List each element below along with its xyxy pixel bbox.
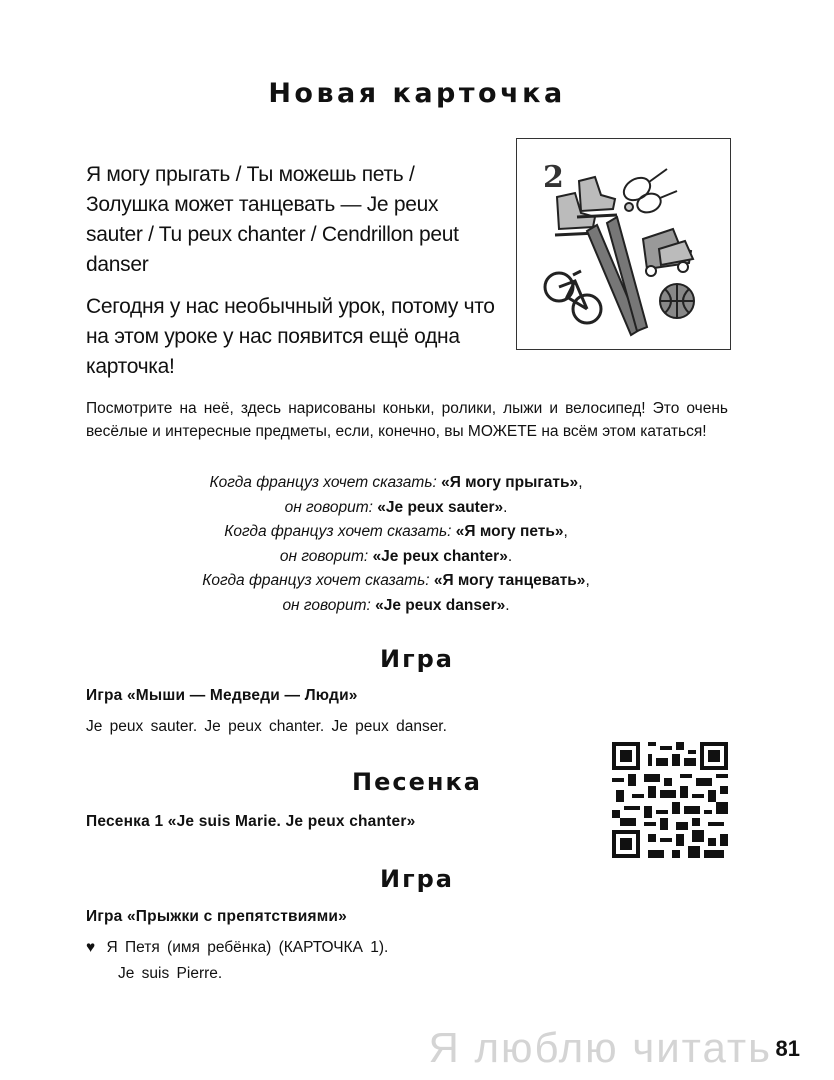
game-2-line-1-text: Я Петя (имя ребёнка) (КАРТОЧКА 1).	[106, 939, 389, 956]
rackets-icon	[620, 169, 677, 216]
saying-1: Когда француз хочет сказать: «Я могу прыгать», он говорит: «Je peux sauter».	[209, 474, 583, 516]
game-1-text: Je peux sauter. Je peux chanter. Je peux danser.	[86, 718, 447, 735]
saying-2: Когда француз хочет сказать: «Я могу петь», он говорит: «Je peux chanter».	[224, 523, 568, 565]
watermark: Я люблю читать	[428, 1024, 772, 1071]
section-heading-game-2: Игра	[380, 865, 454, 893]
section-heading-game-1: Игра	[380, 645, 454, 673]
page-title: Новая карточка	[268, 78, 566, 109]
bicycle-icon	[545, 271, 601, 323]
game-2-line-2: Je suis Pierre.	[118, 965, 223, 982]
saying-3: Когда француз хочет сказать: «Я могу танцевать», он говорит: «Je peux danser».	[202, 572, 590, 614]
song-name: Песенка 1 «Je suis Marie. Je peux chanter»	[86, 813, 416, 830]
lead-paragraph-2: Сегодня у нас необычный урок, потому что на этом уроке у нас появится ещё одна карточка!	[86, 295, 495, 378]
page-number: 81	[775, 1036, 800, 1061]
qr-code-icon[interactable]	[612, 742, 728, 858]
sports-items-illustration	[517, 139, 729, 348]
roller-skates-icon	[643, 229, 693, 276]
game-2-line-1	[86, 939, 388, 957]
lead-paragraph-1: Я могу прыгать / Ты можешь петь / Золушка может танцевать — Je peux sauter / Tu peux chanter / Cendrillon peut danser	[86, 163, 459, 276]
game-2-name: Игра «Прыжки с препятствиями»	[86, 908, 347, 925]
card-number: 2	[543, 160, 564, 195]
basketball-icon	[660, 284, 694, 318]
picture-card	[516, 138, 731, 350]
section-heading-song: Песенка	[352, 768, 482, 796]
heart-bullet-icon: ♥	[86, 939, 96, 956]
game-1-name: Игра «Мыши — Медведи — Люди»	[86, 687, 358, 704]
skis-icon	[587, 217, 647, 335]
lead-text	[86, 160, 500, 382]
intro-paragraph: Посмотрите на неё, здесь нарисованы коньки, ролики, лыжи и велосипед! Это очень весёлые и интересные предметы, если, конечно, вы МОЖЕТЕ на всём этом кататься!	[86, 400, 728, 440]
